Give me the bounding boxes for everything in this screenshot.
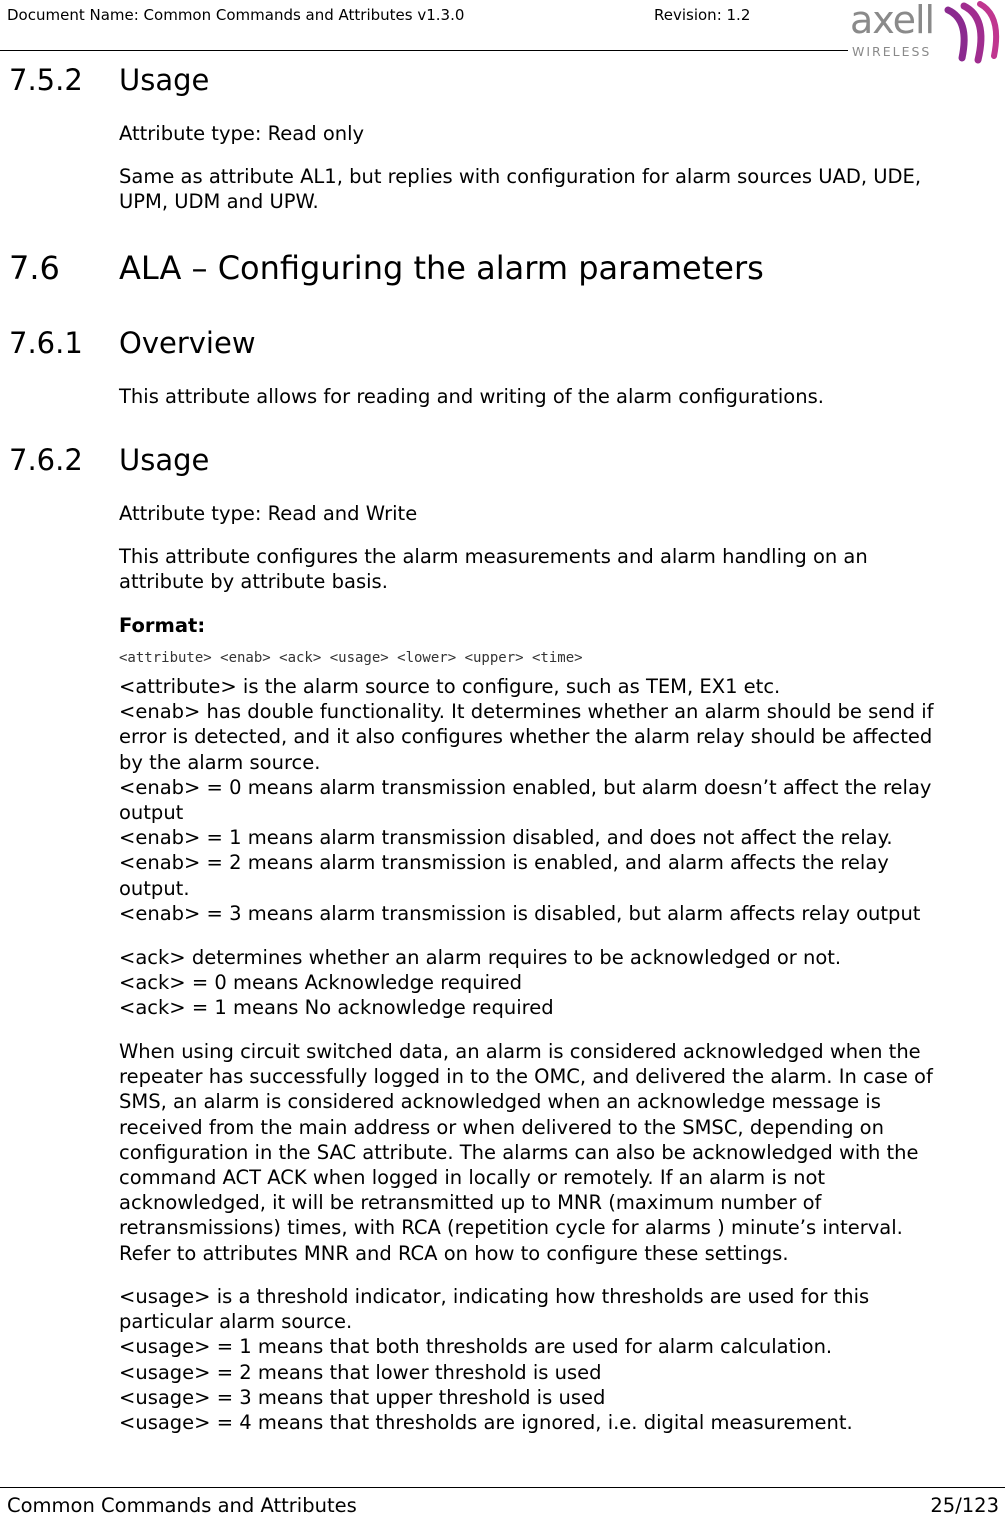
document-name: Document Name: Common Commands and Attributes v1.3.0 xyxy=(7,6,465,24)
text-line: Refer to attributes MNR and RCA on how to configure these settings. xyxy=(119,1241,789,1265)
text-line: <ack> determines whether an alarm requires to be acknowledged or not. xyxy=(119,946,842,969)
paragraph-762-description xyxy=(119,544,999,594)
text-line: configuration in the SAC attribute. The alarms can also be acknowledged with the xyxy=(119,1140,919,1164)
text-line: <enab> has double functionality. It determines whether an alarm should be send if xyxy=(119,700,934,724)
text-line: received from the main address or when delivered to the SMSC, depending on xyxy=(119,1115,884,1139)
attribute-type-text: Attribute type: Read and Write xyxy=(119,502,418,525)
text-line: <enab> = 3 means alarm transmission is disabled, but alarm affects relay output xyxy=(119,901,921,925)
page-number: 25/123 xyxy=(930,1494,999,1517)
logo-wordmark: axell xyxy=(850,0,935,42)
text-line: UPM, UDM and UPW. xyxy=(119,190,319,214)
text-line: When using circuit switched data, an alarm is considered acknowledged when the xyxy=(119,1040,921,1063)
text-line: <enab> = 0 means alarm transmission enabled, but alarm doesn’t affect the relay xyxy=(119,775,932,799)
text-line: output xyxy=(119,801,184,825)
text-line: SMS, an alarm is considered acknowledged when an acknowledge message is xyxy=(119,1090,881,1114)
csd-acknowledge-paragraph xyxy=(119,1039,999,1266)
usage-description xyxy=(119,1284,999,1435)
text-line: <attribute> is the alarm source to configure, such as TEM, EX1 etc. xyxy=(119,675,781,698)
ack-description xyxy=(119,945,999,1021)
format-syntax: <attribute> <enab> <ack> <usage> <lower> <upper> <time> xyxy=(119,650,583,666)
paragraph-752-description xyxy=(119,164,999,214)
section-title: Overview xyxy=(119,326,256,360)
logo-swoosh-icon xyxy=(940,0,1004,66)
revision-label: Revision: 1.2 xyxy=(654,6,751,24)
section-heading-7-6-2 xyxy=(9,443,209,477)
section-number: 7.5.2 xyxy=(9,63,83,97)
footer-title: Common Commands and Attributes xyxy=(7,1494,357,1517)
text-line: retransmissions) times, with RCA (repetition cycle for alarms ) minute’s interval. xyxy=(119,1216,903,1240)
section-number: 7.6.1 xyxy=(9,326,83,360)
text-line: acknowledged, it will be retransmitted up to MNR (maximum number of xyxy=(119,1191,822,1215)
section-heading-7-6 xyxy=(9,249,764,287)
text-line: Same as attribute AL1, but replies with configuration for alarm sources UAD, UDE, xyxy=(119,165,922,188)
text-line: <enab> = 2 means alarm transmission is enabled, and alarm affects the relay xyxy=(119,851,889,875)
section-title: Usage xyxy=(119,443,210,477)
section-heading-7-6-1 xyxy=(9,326,256,360)
text-line: <usage> = 4 means that thresholds are ignored, i.e. digital measurement. xyxy=(119,1411,853,1435)
enab-description xyxy=(119,674,999,926)
text-line: <ack> = 0 means Acknowledge required xyxy=(119,971,522,995)
attribute-type-text: Attribute type: Read only xyxy=(119,122,365,145)
text-line: <usage> = 2 means that lower threshold is used xyxy=(119,1360,602,1384)
section-title: Usage xyxy=(119,63,210,97)
text-line: This attribute configures the alarm measurements and alarm handling on an xyxy=(119,545,868,568)
section-title: ALA – Configuring the alarm parameters xyxy=(119,249,764,287)
overview-text: This attribute allows for reading and writing of the alarm configurations. xyxy=(119,385,824,408)
header-divider xyxy=(0,50,848,51)
text-line: error is detected, and it also configures whether the alarm relay should be affected xyxy=(119,725,933,749)
text-line: particular alarm source. xyxy=(119,1310,353,1334)
axell-wireless-logo xyxy=(848,0,1005,66)
logo-subtext: WIRELESS xyxy=(852,44,932,59)
text-line: <enab> = 1 means alarm transmission disabled, and does not affect the relay. xyxy=(119,826,893,850)
section-heading-7-5-2 xyxy=(9,63,209,97)
text-line: output. xyxy=(119,876,190,900)
text-line: <usage> is a threshold indicator, indicating how thresholds are used for this xyxy=(119,1285,870,1308)
text-line: command ACT ACK when logged in locally or remotely. If an alarm is not xyxy=(119,1166,826,1190)
text-line: <usage> = 3 means that upper threshold is used xyxy=(119,1385,606,1409)
text-line: repeater has successfully logged in to the OMC, and delivered the alarm. In case of xyxy=(119,1065,933,1089)
text-line: by the alarm source. xyxy=(119,750,321,774)
section-number: 7.6.2 xyxy=(9,443,83,477)
text-line: <usage> = 1 means that both thresholds are used for alarm calculation. xyxy=(119,1335,833,1359)
text-line: <ack> = 1 means No acknowledge required xyxy=(119,996,554,1020)
text-line: attribute by attribute basis. xyxy=(119,570,388,594)
footer-divider xyxy=(0,1487,1005,1488)
section-number: 7.6 xyxy=(9,249,60,287)
format-label: Format: xyxy=(119,614,206,637)
